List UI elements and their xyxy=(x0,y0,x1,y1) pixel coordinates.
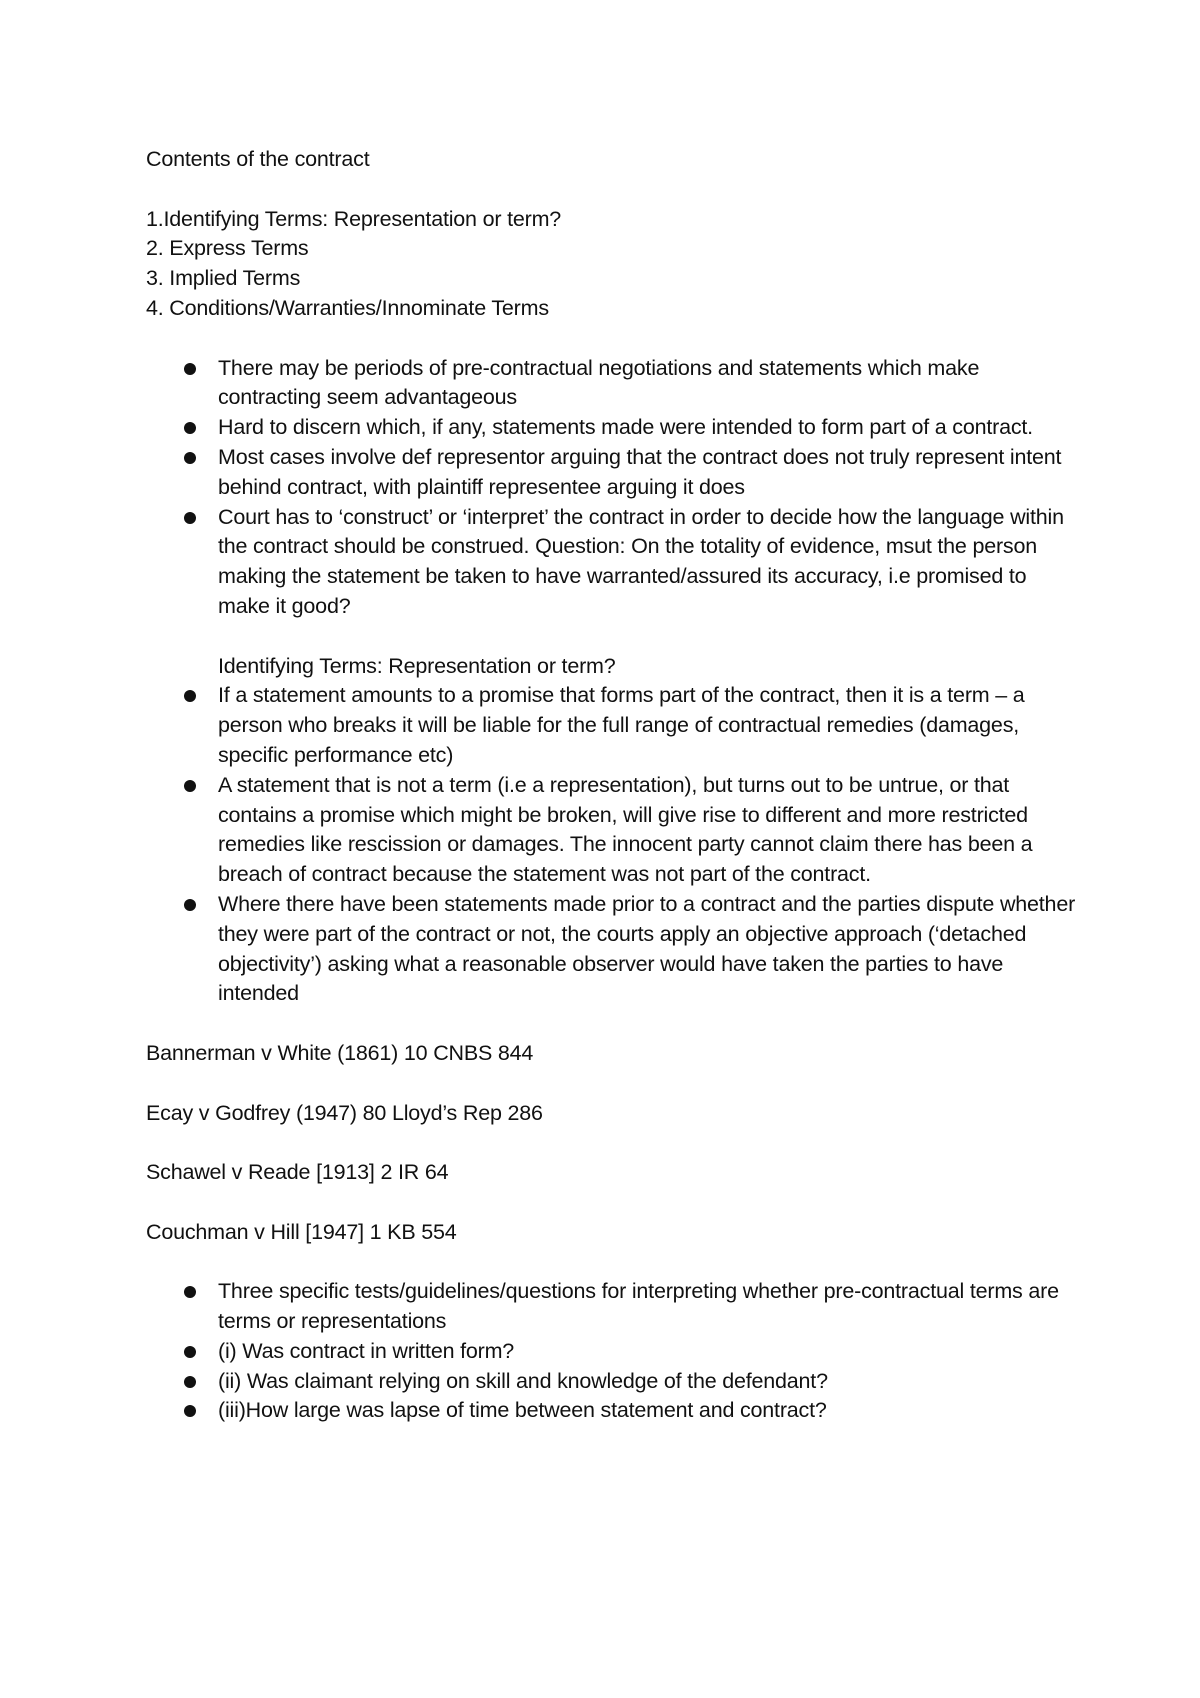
bullet-item xyxy=(146,1277,1076,1337)
document-body xyxy=(146,145,1076,1426)
bullet-icon xyxy=(184,363,196,375)
bullet-text: (i) Was contract in written form? xyxy=(218,1338,515,1363)
bullet-icon xyxy=(184,452,196,464)
bullet-item xyxy=(146,681,1076,770)
contents-list xyxy=(146,205,1076,324)
bullet-item xyxy=(146,354,1076,414)
bullet-text: (ii) Was claimant relying on skill and knowledge of the defendant? xyxy=(218,1368,828,1393)
spacer xyxy=(146,1069,1076,1099)
contents-item: 3. Implied Terms xyxy=(146,266,301,291)
bullet-icon xyxy=(184,1346,196,1358)
bullet-icon xyxy=(184,899,196,911)
bullet-item xyxy=(146,1337,1076,1367)
bullet-icon xyxy=(184,512,196,524)
bullet-item xyxy=(146,503,1076,622)
spacer xyxy=(146,1009,1076,1039)
bullet-icon xyxy=(184,1405,196,1417)
bullet-text: Where there have been statements made prior to a contract and the parties dispute whether they were part of the contract or not, the courts apply an objective approach (‘detached objectivity’) asking what a reasonable observer would have taken the parties to have intended xyxy=(218,891,1076,1006)
bullet-item xyxy=(146,1396,1076,1426)
spacer xyxy=(146,175,1076,205)
bullet-text: Most cases involve def representor arguing that the contract does not truly represent intent behind contract, with plaintiff representee arguing it does xyxy=(218,444,1062,499)
bullet-text: Court has to ‘construct’ or ‘interpret’ the contract in order to decide how the language within the contract should be construed. Question: On the totality of evidence, msut the person making the statement be taken to have warranted/assured its accuracy, i.e promised to make it good? xyxy=(218,504,1064,618)
bullet-item xyxy=(146,1367,1076,1397)
bullet-icon xyxy=(184,690,196,702)
case-citation: Schawel v Reade [1913] 2 IR 64 xyxy=(146,1160,449,1185)
document-title: Contents of the contract xyxy=(146,147,370,171)
spacer xyxy=(146,1188,1076,1218)
bullet-text: Hard to discern which, if any, statements made were intended to form part of a contract. xyxy=(218,415,1033,440)
contents-item: 2. Express Terms xyxy=(146,236,309,261)
spacer xyxy=(146,1128,1076,1158)
bullet-item xyxy=(146,413,1076,443)
case-citation: Couchman v Hill [1947] 1 KB 554 xyxy=(146,1219,457,1244)
spacer xyxy=(146,324,1076,354)
tests-bullet-list xyxy=(146,1277,1076,1426)
bullet-icon xyxy=(184,780,196,792)
bullet-text: If a statement amounts to a promise that forms part of the contract, then it is a term – a person who breaks it will be liable for the full range of contractual remedies (damages, specific performance etc) xyxy=(218,683,1025,767)
bullet-text: There may be periods of pre-contractual negotiations and statements which make contracting seem advantageous xyxy=(218,355,980,410)
bullet-item xyxy=(146,443,1076,503)
intro-bullet-list xyxy=(146,354,1076,622)
terms-bullet-list xyxy=(146,681,1076,1009)
bullet-text: Three specific tests/guidelines/questions for interpreting whether pre-contractual terms are terms or representations xyxy=(218,1279,1059,1334)
bullet-item xyxy=(146,771,1076,890)
section-subheading: Identifying Terms: Representation or term? xyxy=(218,653,616,678)
bullet-text: A statement that is not a term (i.e a representation), but turns out to be untrue, or that contains a promise which might be broken, will give rise to different and more restricted remedies like rescission or damages. The innocent party cannot claim there has been a breach of contract because the statement was not part of the contract. xyxy=(218,772,1033,887)
bullet-icon xyxy=(184,1376,196,1388)
bullet-icon xyxy=(184,1286,196,1298)
case-citation: Bannerman v White (1861) 10 CNBS 844 xyxy=(146,1040,534,1065)
contents-item: 1.Identifying Terms: Representation or term? xyxy=(146,206,562,231)
bullet-item xyxy=(146,890,1076,1009)
bullet-text: (iii)How large was lapse of time between statement and contract? xyxy=(218,1398,827,1423)
spacer xyxy=(146,622,1076,652)
case-citation: Ecay v Godfrey (1947) 80 Lloyd’s Rep 286 xyxy=(146,1100,543,1125)
contents-item: 4. Conditions/Warranties/Innominate Terms xyxy=(146,295,549,320)
spacer xyxy=(146,1247,1076,1277)
bullet-icon xyxy=(184,422,196,434)
